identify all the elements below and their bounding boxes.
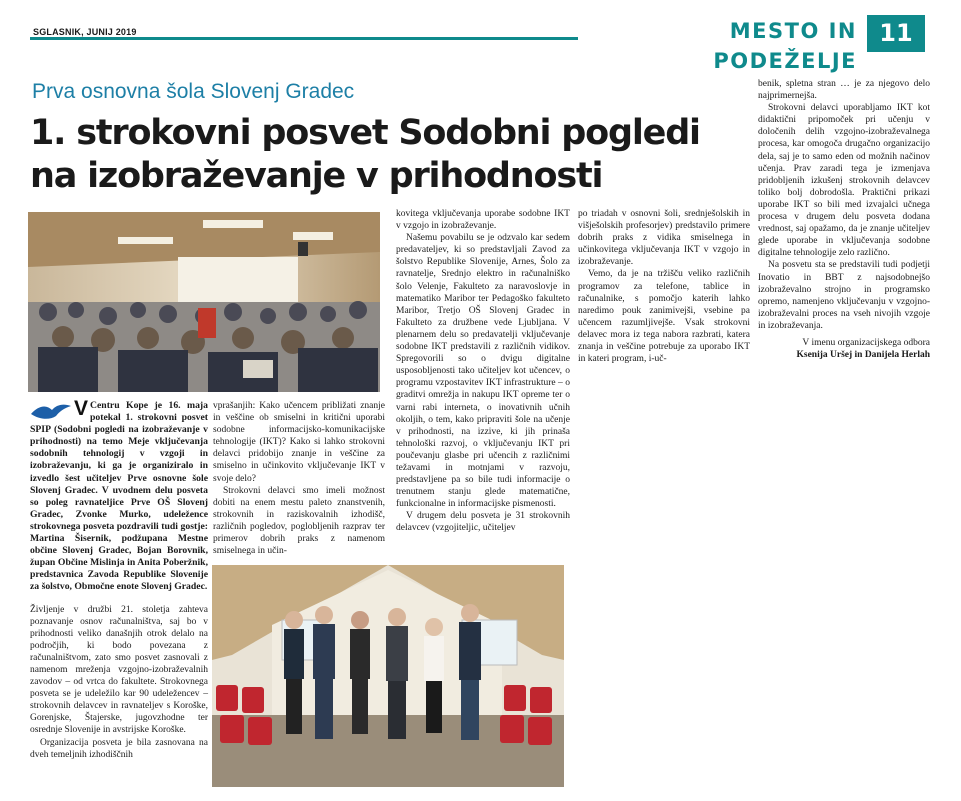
- paragraph: kovitega vključevanja uporabe sodobne IKT v vzgojo in izobraževanje.: [396, 209, 570, 232]
- paragraph: Strokovni delavci smo imeli možnost dobiti na enem mestu paleto znanstvenih, strokovnih in raziskovalnih izhodišč, različnih pogledov, poglobljenih razprav ter primerov dobrih praks z namenom smiselnega in učin-: [213, 485, 385, 557]
- paragraph: vprašanjih: Kako učencem približati znanje in veščine ob smiselni in kritični uporabi sodobne informacijsko-komunikacijske tehnologije (IKT)? Kako si lahko strokovni delavci pridobijo znanje in veščine za smiselno in učinkovito vključevanje IKT v svoje delo?: [213, 401, 385, 484]
- paragraph: benik, spletna stran … je za njegovo delo najprimernejša.: [758, 79, 930, 102]
- paragraph: V drugem delu posveta je 31 strokovnih delavcev (vzgojiteljic, učiteljev: [396, 511, 570, 534]
- drop-cap: V: [74, 397, 89, 420]
- paragraph: Vemo, da je na tržišču veliko različnih programov za telefone, tablice in računalnike, s pomočjo katerih lahko naredimo pouk zanimivejši, vsebine pa učencem razumljivejše. Vsak strokovni delavec mora iz tega nabora razbrati, katera znanja in veščine potrebuje za uporabo IKT in kateri program, i-uč-: [578, 269, 750, 365]
- paragraph: Strokovni delavci uporabljamo IKT kot didaktični pripomoček pri učenju v določenih delih vzgojno-izobraževalnega procesa, kar omogoča drugačno organizacijo dela, saj je to samo eden od možnih načinov učenja. Prav zaradi tega je izmenjava pridobljenih izkušenj strokovnih delavcev toliko bolj dobrodošla. Praktični prikazi uporabe IKT so bili med izvajalci učnega procesa v drugem delu posveta dodana vrednost, saj opažamo, da je znanje učiteljev glede uporabe in vključevanja sodobne digitalne tehnologije zelo različno.: [758, 103, 930, 259]
- article-lead: [30, 397, 208, 594]
- article-column-1: [30, 397, 208, 761]
- paragraph: Našemu povabilu se je odzvalo kar sedem predavateljev, ki so predstavljali Zavod za šolstvo Republike Slovenije, Arnes, Šolo za ravnatelje, Srednjo elektro in računalniško šolo Velenje, Fakulteto za naravoslovje in matematiko Maribor ter Pedagoško fakulteto Maribor, Tretjo OŠ Slovenj Gradec in Fakulteto za družbene vede Ljubljana. V plenarnem delu so predavatelji vključevanje sodobne IKT predstavili z različnih vidikov. Spregovorili so o dvigu digitalne usposobljenosti tako učiteljev kot učencev, o programu vzpostavitev IKT infrastrukture – o graditvi omrežja in nakupu IKT opreme ter o varni rabi interneta, o inovativnih učnih okoljih, o tem, kako pripraviti šole na učenje v prihodnosti, na izzive, ki jih prinaša tehnološki razvoj, o vključevanju IKT pri poučevanju glasbe pri učencih z različnimi težavami in motnjami v razvoju, predstavljene pa so bile tudi informacije o trenutnem stanju glede matematične, funkcionalne in informacijske pismenosti.: [396, 233, 570, 510]
- lead-text: Centru Kope je 16. maja potekal 1. strokovni posvet SPIP (Sodobni pogledi na izobraževanje v prihodnosti) na temo Meje vključevanja sodobnih tehnologij v vzgoji in izobraževanju, ki ga je organiziralo in izvedlo šest učiteljev Prve osnovne šole Slovenj Gradec. V uvodnem delu posveta so poleg ravnateljice Prve OŠ Slovenj Gradec, Zvonke Murko, udeležence strokovnega posveta pozdravili tudi gostje: Martina Šisernik, podžupana Mestne občine Slovenj Gradec, Bojan Borovnik, župan Občine Mislinja in Anita Poberžnik, predstavnica Zavoda Republike Slovenije za šolstvo, Območne enote Slovenj Gradec.: [30, 400, 208, 593]
- article-title: 1. strokovni posvet Sodobni pogledi na izobraževanje v prihodnosti: [30, 113, 700, 196]
- article-column-3: [396, 208, 570, 535]
- organisers-group-photo: [212, 565, 564, 787]
- article-column-4: [578, 208, 750, 365]
- bird-logo-icon: [30, 402, 72, 422]
- paragraph: Organizacija posveta je bila zasnovana na dveh temeljnih izhodiščnih: [30, 737, 208, 760]
- conference-audience-photo: [28, 212, 380, 392]
- paragraph: Življenje v družbi 21. stoletja zahteva poznavanje osnov računalništva, saj bo v prihodnosti veliko današnjih otrok delalo na področjih, ki bodo povezana z računalništvom, zato smo posvet zasnovali z namenom mreženja vzgojno-izobraževalnih zavodov – od vrtca do fakultete. Strokovnega posveta se je udeležilo kar 90 udeležencev – strokovnih delavcev in ravnateljev s Koroške, Gorenjske, Štajerske, jugovzhodne ter osrednje Slovenije in avstrijske Koroške.: [30, 604, 208, 736]
- paragraph: po triadah v osnovni šoli, srednješolskih in višješolskih profesorjev) predstavilo primere dobrih praks z vidika smiselnega in učinkovitega vključevanja IKT v vzgojo in izobraževanje.: [578, 209, 750, 268]
- article-kicker: Prva osnovna šola Slovenj Gradec: [32, 80, 355, 103]
- page-number: 11: [867, 15, 925, 52]
- section-title: MESTO IN PODEŽELJE: [578, 16, 863, 46]
- publication-date: SGLASNIK, JUNIJ 2019: [33, 27, 137, 37]
- article-signature: [758, 337, 930, 361]
- signature-intro: V imenu organizacijskega odbora: [802, 337, 930, 348]
- paragraph: Na posvetu sta se predstavili tudi podjetji Inovatio in BBT z najsodobnejšo izobraževalno strojno in programsko opremo, namenjeno vključevanju v vzgojno-izobraževalni proces na vseh nivojih vzgoje in izobraževanja.: [758, 260, 930, 331]
- article-column-2: [213, 400, 385, 557]
- signature-authors: Ksenija Uršej in Danijela Herlah: [796, 350, 930, 361]
- article-column-5: [758, 78, 930, 361]
